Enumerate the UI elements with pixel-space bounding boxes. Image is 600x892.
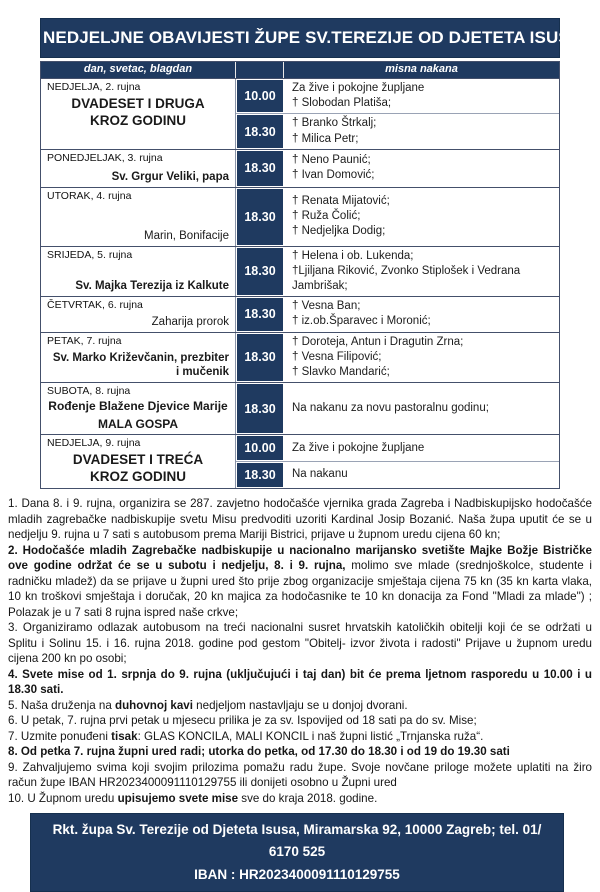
mass-slot — [236, 333, 559, 383]
table-row — [41, 149, 559, 187]
announcement-item: 5. Naša druženja na duhovnoj kavi nedjeljom nastavljaju se u donjoj dvorani. — [8, 698, 408, 712]
feast-label: Sv. Grgur Veliki, papa — [111, 170, 229, 183]
day-label: SRIJEDA, 5. rujna — [47, 248, 133, 261]
announcements-list — [8, 496, 592, 806]
feast-label: Sv. Majka Terezija iz Kalkute — [75, 280, 229, 293]
announcement-item: 9. Zahvaljujemo svima koji svojim prilozima pomažu radu župe. Svoje novčane priloge možete uplatiti na žiro račun župe IBAN HR2023400091110129755 ili donijeti osobno u Župni ured — [8, 760, 592, 789]
time-cell: 18.30 — [236, 114, 284, 148]
intention-line: † Milica Petr; — [292, 132, 359, 145]
mass-slot — [236, 461, 559, 488]
announcement-item: 4. Svete mise od 1. srpnja do 9. rujna (uključujući i taj dan) bit će prema ljetnom rasporedu u 10.00 i u 18.30 sati. — [8, 667, 592, 696]
table-row — [41, 246, 559, 297]
mass-slot — [236, 188, 559, 246]
day-label: UTORAK, 4. rujna — [47, 189, 132, 202]
intention-line: † Vesna Filipović; — [292, 350, 382, 363]
intention-line: † Doroteja, Antun i Dragutin Zrna; — [292, 335, 464, 348]
feast-label: Marin, Bonifacije — [143, 229, 229, 242]
mass-slot — [236, 150, 559, 187]
time-cell: 10.00 — [236, 435, 284, 461]
day-cell — [41, 79, 236, 149]
time-cell: 18.30 — [236, 188, 284, 246]
intention-line: Na nakanu — [292, 468, 348, 481]
time-cell: 18.30 — [236, 462, 284, 488]
day-label: ČETVRTAK, 6. rujna — [47, 299, 143, 312]
table-row — [41, 434, 559, 488]
intention-line: † Slavko Mandarić; — [292, 365, 390, 378]
time-cell: 18.30 — [236, 383, 284, 434]
table-row — [41, 296, 559, 331]
day-cell — [41, 150, 236, 187]
intention-line: † Slobodan Platiša; — [292, 97, 392, 110]
table-row — [41, 78, 559, 149]
time-cell: 10.00 — [236, 79, 284, 113]
day-cell — [41, 333, 236, 383]
intention-line: Na nakanu za novu pastoralnu godinu; — [292, 402, 489, 415]
announcement-item: 1. Dana 8. i 9. rujna, organizira se 287. zavjetno hodočašće vjernika grada Zagreba i Nadbiskupijsko hodočašće mladih zagrebačke nadbiskupije svetu Misu predvoditi uzoriti Kardinal Josip Bozanić. Naša župa uputit će se u nedjelju 9. rujna u 7 sati s autobusom prema Mariji Bistrici, prijave u župnom uredu cijena 60 kn; — [8, 497, 592, 541]
day-cell — [41, 297, 236, 331]
footer-bar — [30, 813, 564, 892]
announcement-item: 3. Organiziramo odlazak autobusom na treći nacionalni susret hrvatskih katoličkih obitelji koji će se održati u Splitu i Solinu 15. i 16. rujna 2018. godine pod gestom "Obitelj- izvor života i radosti" Prijave u župnom uredu cijena 200 kn po osobi; — [8, 621, 592, 665]
day-label: NEDJELJA, 9. rujna — [47, 437, 141, 450]
intention-line: † Helena i ob. Lukenda; — [292, 249, 414, 262]
intention-line: † Ruža Čolić; — [292, 210, 361, 223]
mass-slot — [236, 79, 559, 113]
table-header-row — [41, 62, 559, 78]
announcement-item: 2. Hodočašće mladih Zagrebačke nadbiskupije u nacionalno marijansko svetište Majke Božje Bistričke ove godine održat će se u subotu i nedjelju, 8. i 9. rujna, molimo sve mlade (srednjoškolce, studente i radničku mladež) da se prijave u župni ured što prije zbog organizacije smještaja cijena 75 kn (35 kn karta vlaka, 10 kn troškovi smještaja i doručak, 20 kn majica za hodočasnike te 10 kn donacija za Fond "Mladi za mlade") ; Polazak je u 7 sati 8 rujna ispred naše crkve; — [8, 543, 592, 619]
intention-line: Za žive i pokojne župljane — [292, 441, 425, 454]
sunday-title: DVADESET I DRUGA KROZ GODINU — [71, 96, 205, 128]
mass-slot — [236, 383, 559, 434]
feast-label: Rođenje Blažene Djevice Marije — [48, 399, 228, 414]
mass-slot — [236, 297, 559, 331]
mass-slot — [236, 247, 559, 297]
time-cell: 18.30 — [236, 150, 284, 187]
mass-slot — [236, 113, 559, 148]
column-header-time — [236, 62, 284, 78]
day-label: NEDJELJA, 2. rujna — [47, 81, 141, 93]
announcement-item: 7. Uzmite ponuđeni tisak: GLAS KONCILA, MALI KONCIL i naš župni listić „Trnjanska ruža“. — [8, 729, 484, 743]
intention-line: †Ljiljana Riković, Zvonko Stiplošek i Vedrana Jambrišak; — [292, 264, 521, 293]
day-label: PONEDJELJAK, 3. rujna — [47, 151, 163, 164]
feast-label: Sv. Marko Križevčanin, prezbiter i mučenik — [52, 352, 229, 379]
intention-line: Za žive i pokojne župljane — [292, 82, 425, 94]
intention-line: † Neno Paunić; — [292, 154, 371, 167]
time-cell: 18.30 — [236, 297, 284, 331]
table-row — [41, 382, 559, 434]
footer-address: Rkt. župa Sv. Terezije od Djeteta Isusa, Miramarska 92, 10000 Zagreb; tel. 01/ 6170 525 — [52, 822, 542, 860]
mass-slot — [236, 435, 559, 461]
intention-line: † Vesna Ban; — [292, 300, 361, 313]
intention-line: † Branko Štrkalj; — [292, 117, 377, 130]
day-label: PETAK, 7. rujna — [47, 334, 122, 347]
day-cell — [41, 435, 236, 488]
column-header-intention: misna nakana — [385, 63, 458, 75]
column-header-day: dan, svetac, blagdan — [41, 62, 236, 78]
time-cell: 18.30 — [236, 247, 284, 297]
day-cell — [41, 188, 236, 246]
page-title: NEDJELJNE OBAVIJESTI ŽUPE SV.TEREZIJE OD DJETETA ISUSA — [40, 18, 560, 58]
sunday-title: DVADESET I TREĆA KROZ GODINU — [72, 452, 204, 485]
announcement-item: 10. U Župnom uredu upisujemo svete mise sve do kraja 2018. godine. — [8, 791, 378, 805]
day-cell — [41, 383, 236, 434]
intention-line: † Ivan Domović; — [292, 169, 375, 182]
table-row — [41, 332, 559, 383]
schedule-table — [40, 61, 560, 489]
feast-label-secondary: MALA GOSPA — [98, 416, 178, 431]
intention-line: † Nedjeljka Dodig; — [292, 225, 386, 238]
feast-label: Zaharija prorok — [151, 315, 229, 328]
intention-line: † Renata Mijatović; — [292, 194, 390, 207]
announcement-item: 8. Od petka 7. rujna župni ured radi; utorka do petka, od 17.30 do 18.30 i od 19 do 19.30 sati — [8, 745, 510, 758]
footer-iban: IBAN : HR2023400091110129755 — [194, 866, 400, 882]
day-label: SUBOTA, 8. rujna — [47, 385, 131, 398]
intention-line: † iz.ob.Šparavec i Moronić; — [292, 315, 431, 328]
table-row — [41, 187, 559, 246]
time-cell: 18.30 — [236, 333, 284, 383]
announcement-item: 6. U petak, 7. rujna prvi petak u mjesecu prilika je za sv. Ispovijed od 18 sati pa do sv. Mise; — [8, 714, 477, 727]
day-cell — [41, 247, 236, 297]
